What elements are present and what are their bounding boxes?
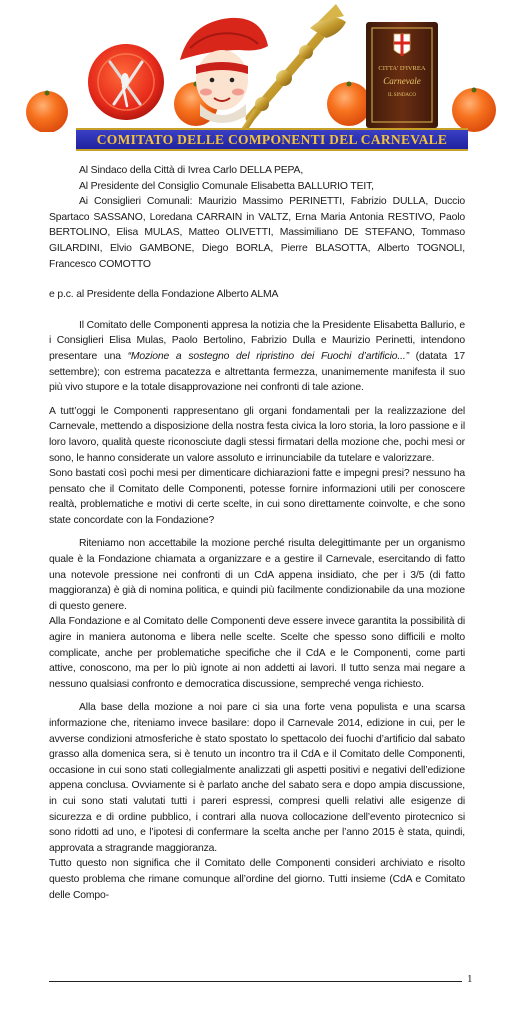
paragraph-2: A tutt’oggi le Componenti rappresentano gli organi fondamentali per la realizzazione del Carnevale, mettendo a disposizione della nostra festa civica la loro storia, la loro passione e il loro lavoro, qualità queste riconosciute dagli stessi firmatari della mozione che, pochi mesi or sono, le hanno considerate un valore assoluto e irrinunciabile da tutelare e valorizzare. [49,405,465,464]
book-title-line1: CITTA' D'IVREA [378,65,426,72]
header-illustration [0,0,514,132]
paragraph-3: Sono bastati così pochi mesi per dimenticare dichiarazioni fatte e impegni presi? nessuno ha pensato che il Comitato delle Componenti, potesse fornire informazioni utili per conoscere realtà, problematiche e motivi di certe scelte, in cui sono direttamente coinvolte, e che sono state concordate con la Fondazione? [49,468,465,526]
paragraph-1 [49,318,465,396]
address-presidente: Al Presidente del Consiglio Comunale Elisabetta BALLURIO TEIT, [79,180,374,192]
motion-title: “Mozione a sostegno del ripristino dei Fuochi d’artificio...” [127,350,409,362]
page-number: 1 [467,973,473,985]
paragraph-1-start: Il Comitato delle Componenti appresa la notizia che la Presidente Elisabetta Ballurio, e i Consiglieri Elisa Mulas, Paolo Bertolino, Fabrizio Dulla e Maurizio Perinetti, intendono presentare una [49,319,465,362]
address-consiglieri: Ai Consiglieri Comunali: Maurizio Massimo PERINETTI, Fabrizio DULLA, Duccio Spartaco SASSANO, Loredana CARRAIN in VALTZ, Erna Maria Antonia RESTIVO, Paolo BERTOLINO, Elisa MULAS, Matteo OLIVETTI, Massimiliano DE STEFANO, Tommaso GILARDINI, Elvio GAMBONE, Diego BORLA, Pierre BLASOTTA, Alberto TOGNOLI, Francesco COMOTTO [49,196,465,270]
paragraph-5: Alla Fondazione e al Comitato delle Componenti deve essere invece garantita la possibilità di agire in maniera autonoma e libera nelle scelte. Scelte che spesso sono difficili e molto complicate, anche per problematiche specifiche che il CdA e le Componenti, come parti attive, conoscono, ma per lo più ignote ai non addetti ai lavori. Il tutto senza mai negare a nessuno qualsiasi confronto e democratica discussione, sempreché venga richiesto. [49,616,465,690]
book-subtitle: IL SINDACO [387,93,417,98]
orange-left [26,91,68,133]
title-banner [76,128,468,151]
orange-right [452,88,496,133]
paragraph-7: Tutto questo non significa che il Comitato delle Componenti consideri archiviato e risolto questo problema che rimane comunque all’ordine del giorno. Tutti insieme (CdA e Comitato delle Compo- [49,858,465,901]
plate-with-cutlery [88,44,164,120]
paragraph-1-end: (datata 17 settembre); con estrema pacatezza e altrettanta fermezza, unanimemente manifesta il suo più vivo stupore e la totale disapprovazione nei confronti di tale azione. [49,350,466,394]
banner-title: COMITATO DELLE COMPONENTI DEL CARNEVALE [96,131,448,147]
paragraph-4: Riteniamo non accettabile la mozione perché risulta delegittimante per un organismo quale è la Fondazione chiamata a organizzare e a gestire il Carnevale, esercitando di fatto una notevole pressione nei confronti di un CdA appena insidiato, che per i 3/5 (di fatto maggioranza) è già di nomina politica, e quindi più facilmente condizionabile da una mozione di questo genere. [49,538,465,612]
address-sindaco: Al Sindaco della Città di Ivrea Carlo DELLA PEPA, [79,165,304,176]
orange-center-right [327,82,371,127]
address-cc: e p.c. al Presidente della Fondazione Alberto ALMA [49,289,279,301]
footer-rule [49,981,462,982]
city-book [366,22,438,128]
letter-body [49,163,465,903]
paragraph-6: Alla base della mozione a noi pare ci sia una forte vena populista e una scarsa informazione che, riteniamo invece basilare: dopo il Carnevale 2014, edizione in cui, per le avverse condizioni atmosferiche è stato spostato lo spettacolo dei fuochi d’artificio dal sabato grasso alla domenica sera, si è tenuto un incontro tra il CdA e il Comitato delle Componenti, occasione in cui sono stati collegialmente analizzati gli aspetti positivi e negativi dell’edizione appena conclusa. Ovviamente si è parlato anche del sabato sera e dopo ampia discussione, in cui sono stati valutati tutti i pareri espressi, compresi quelli relativi alle esigenze di sicurezza e di ordine pubblico, i contrari alla nuova collocazione dell’evento pirotecnico si sono ridotti ad uno, e l’ipotesi di confermare la scelta anche per l’anno 2015 è stata, quindi, approvata a stragrande maggioranza. [49,702,465,854]
book-title-line2: Carnevale [383,76,421,86]
